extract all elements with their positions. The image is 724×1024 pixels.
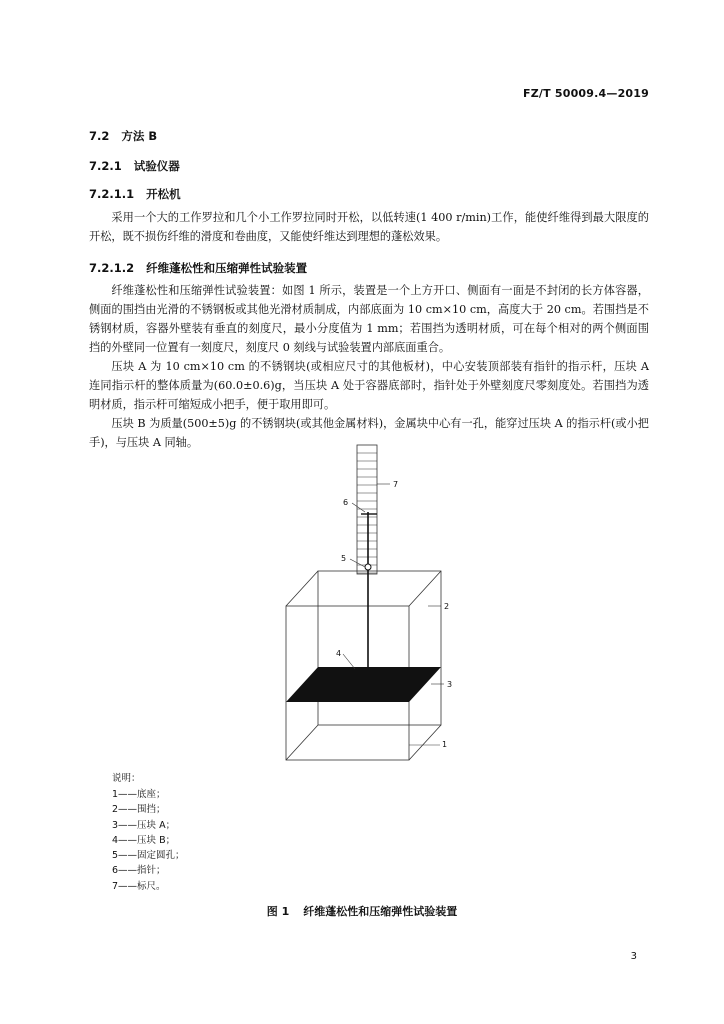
section-heading-7-2: 7.2 方法 B: [89, 129, 158, 143]
page-number: 3: [630, 951, 637, 962]
figure-title: 纤维蓬松性和压缩弹性试验装置: [303, 905, 458, 918]
section-heading-7-2-1-2: 7.2.1.2 纤维蓬松性和压缩弹性试验装置: [89, 261, 308, 275]
legend-item: 6——指针；: [112, 865, 166, 877]
figure-label: 图 1: [266, 905, 290, 918]
paragraph-opener: 采用一个大的工作罗拉和几个小工作罗拉同时开松，以低转速(1 400 r/min)工作，能使纤维得到最大限度的开松，既不损伤纤维的滑度和卷曲度，又能使纤维达到理想的蓬松效果。: [89, 211, 649, 243]
callout-3: 3: [447, 680, 453, 689]
legend-item: 5——固定圆孔；: [112, 850, 185, 862]
paragraph-block-b: 压块 B 为质量(500±5)g 的不锈钢块(或其他金属材料)，金属块中心有一孔，能穿过压块 A 的指示杆(或小把手)，与压块 A 同轴。: [89, 417, 649, 449]
callout-1: 1: [442, 740, 448, 749]
figure-caption: [0, 903, 724, 919]
section-heading-7-2-1-1: 7.2.1.1 开松机: [89, 187, 181, 201]
legend-item: 3——压块 A；: [112, 819, 176, 831]
figure-legend: [112, 787, 185, 894]
legend-item: 1——底座；: [112, 789, 166, 800]
legend-title: 说明：: [112, 773, 141, 784]
paragraph-apparatus: 纤维蓬松性和压缩弹性试验装置：如图 1 所示，装置是一个上方开口、侧面有一面是不封闭的长方体容器，侧面的围挡由光滑的不锈钢板或其他光滑材质制成，内部底面为 10 cm×10 cm，高度大于 20 cm。若围挡是不锈钢材质，容器外壁装有垂直的刻度尺，最小分度值为 1 mm；若围挡为透明材质，可在每个相对的两个侧面围挡的外壁同一位置有一刻度尺，刻度尺 0 刻线与试验装置内部底面重合。: [89, 284, 649, 354]
callout-7: 7: [393, 480, 399, 489]
fixing-hole: [365, 564, 371, 570]
paragraph-block-a: 压块 A 为 10 cm×10 cm 的不锈钢块(或相应尺寸的其他板材)，中心安装顶部装有指针的指示杆，压块 A 连同指示杆的整体质量为(60.0±0.6)g，当压块 A 处于容器底部时，指针处于外壁刻度尺零刻度处。若围挡为透明材质，指示杆可缩短成小把手，便于取用即可。: [89, 360, 649, 411]
callout-5: 5: [341, 554, 347, 563]
legend-item: 2——围挡；: [112, 804, 166, 816]
section-heading-7-2-1: 7.2.1 试验仪器: [89, 159, 180, 173]
legend-item: 7——标尺。: [112, 880, 166, 892]
standard-code-header: FZ/T 50009.4—2019: [523, 87, 649, 100]
legend-item: 4——压块 B；: [112, 834, 176, 846]
scale-ruler: [357, 445, 377, 574]
callout-2: 2: [444, 602, 450, 611]
apparatus-diagram: [270, 440, 470, 770]
callout-4: 4: [336, 649, 342, 658]
press-block-a: [286, 667, 441, 702]
callout-6: 6: [343, 498, 349, 507]
